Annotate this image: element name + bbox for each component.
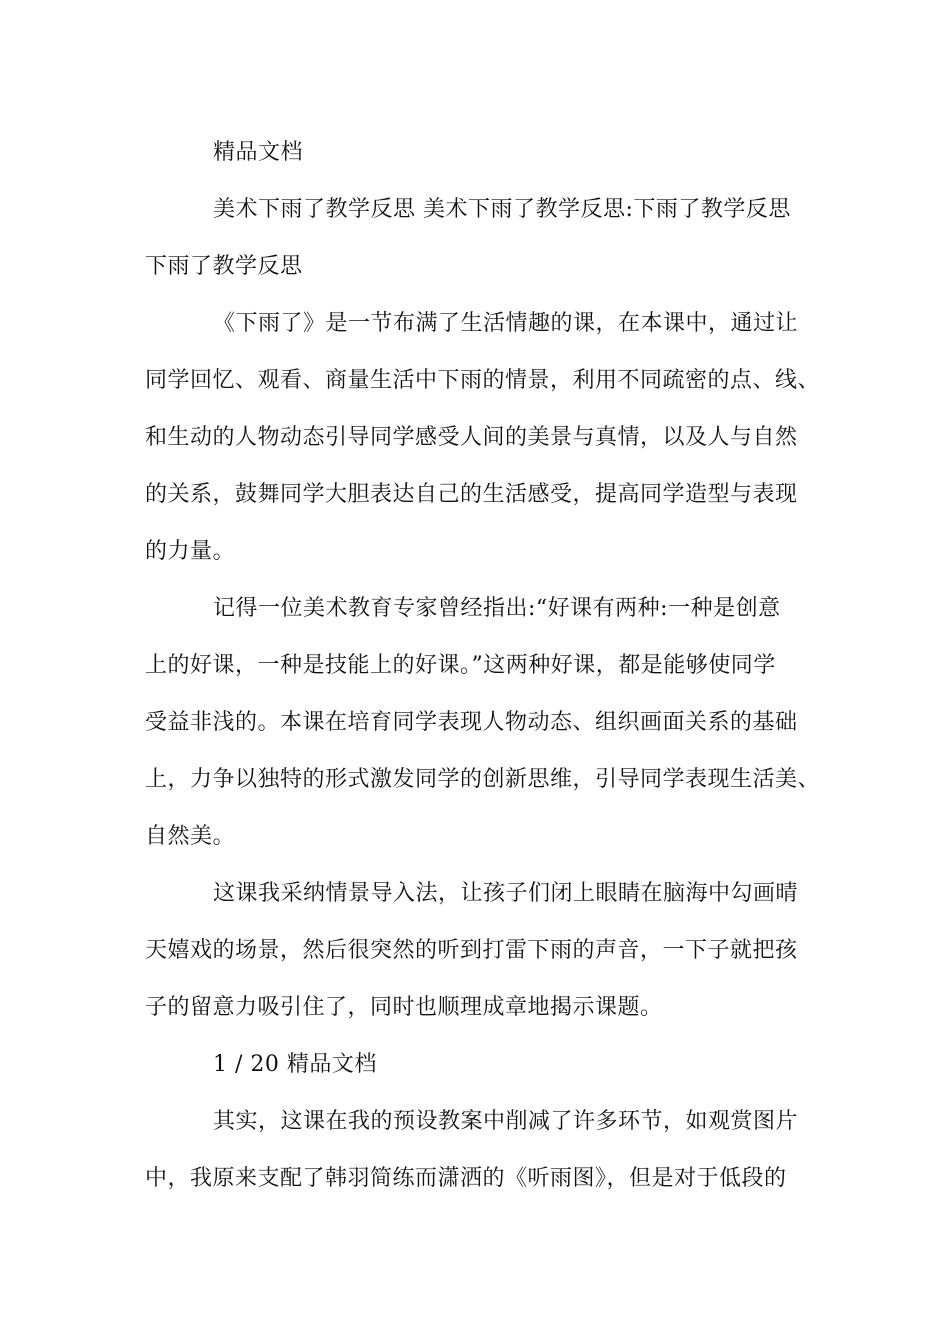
page-header: 精品文档 bbox=[213, 140, 304, 165]
paragraph-line: 和生动的人物动态引导同学感受人间的美景与真情，以及人与自然 bbox=[145, 425, 798, 450]
paragraph-line: 《下雨了》是一节布满了生活情趣的课，在本课中，通过让 bbox=[213, 311, 799, 336]
paragraph-line: 受益非浅的。本课在培育同学表现人物动态、组织画面关系的基础 bbox=[145, 710, 798, 735]
page-footer: 1 / 20 精品文档 bbox=[213, 1052, 377, 1077]
paragraph-line: 自然美。 bbox=[145, 824, 236, 849]
title-line: 下雨了教学反思 bbox=[145, 254, 303, 279]
paragraph-line: 天嬉戏的场景，然后很突然的听到打雷下雨的声音，一下子就把孩 bbox=[145, 938, 798, 963]
paragraph-line: 上，力争以独特的形式激发同学的创新思维，引导同学表现生活美、 bbox=[145, 767, 821, 792]
paragraph-line: 记得一位美术教育专家曾经指出:“好课有两种:一种是创意 bbox=[213, 596, 781, 621]
paragraph-line: 上的好课，一种是技能上的好课。”这两种好课，都是能够使同学 bbox=[145, 653, 776, 678]
title-line: 美术下雨了教学反思 美术下雨了教学反思:下雨了教学反思 bbox=[213, 197, 791, 222]
paragraph-line: 其实，这课在我的预设教案中削减了许多环节，如观赏图片 bbox=[213, 1109, 799, 1134]
paragraph-line: 子的留意力吸引住了，同时也顺理成章地揭示课题。 bbox=[145, 995, 663, 1020]
paragraph-line: 的力量。 bbox=[145, 539, 236, 564]
paragraph-line: 这课我采纳情景导入法，让孩子们闭上眼睛在脑海中勾画晴 bbox=[213, 881, 799, 906]
paragraph-line: 中，我原来支配了韩羽简练而潇洒的《听雨图》，但是对于低段的 bbox=[145, 1166, 787, 1191]
paragraph-line: 同学回忆、观看、商量生活中下雨的情景，利用不同疏密的点、线、 bbox=[145, 368, 821, 393]
paragraph-line: 的关系，鼓舞同学大胆表达自己的生活感受，提高同学造型与表现 bbox=[145, 482, 798, 507]
